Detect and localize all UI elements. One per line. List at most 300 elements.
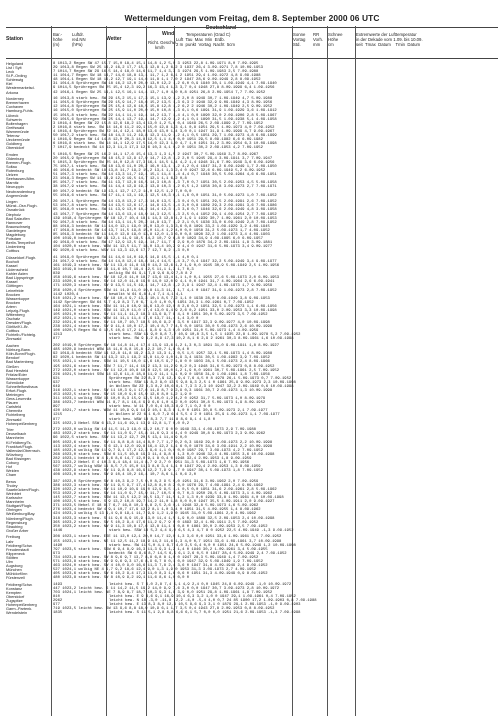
station-name: Bremen-Flugh.: [6, 160, 32, 165]
station-values: 100 1019,0 bedeckt SW 11 12,1 11,9 18,5 14,2 10,7 9 6,8 0 1893 34,9 4.09.1895 6,0 6.09.1957: [53, 236, 263, 241]
station-name: Kahler Asten: [6, 272, 28, 277]
station-values: 268 1023,0 stark bew. SSW 6 11,5 10,8 19,3 11,4 9,8 9 1,3 0,0 1946 32,4 4.09.1955 3,6 10.09.1998: [53, 452, 275, 457]
station-values: 571 1023,8 stark bew. SW 9 9,6 9,3 17,6 8,9 6,7 8 0,1 0,0 1947 32,9 5.09.1949 1,9 7.09.1952: [53, 559, 263, 564]
station-name: Kempten: [6, 591, 22, 596]
station-values-continued: stark bew. W 11 7,0 6,4 10,3 8,9 7,1 0,2 0 0: [109, 405, 211, 410]
report-title: Wettermeldungen vom Freitag, dem 8. September 2000 06 UTC: [124, 13, 380, 23]
station-values: 145 1022,7 stark bew. SSW 11 12,5 12,2 19,5 13,7 11,5 1,2 1,3 0,0 1939 33,8 1.09.1961 4,0 10.09.1998: [53, 496, 284, 501]
station-name: Wendelstein: [6, 611, 28, 616]
station-values: 839: [53, 272, 60, 277]
station-values: 55 1018,6 stark bew. SW 17 11,1 13,1 19,3 12,5 10,3 6,1 1,6 0,0 1951 31,0 5.09.1973 1,0 7.09.1952: [53, 193, 277, 198]
table-row: [6, 337, 498, 341]
station-values-continued: stark bew. SW 11 5,0 4,1 8,7 4,0 3,5 6,4 0,0 0 1951 24,6 5.09.1949 1,2 10.09.1998: [109, 543, 296, 548]
station-name: Magdeburg: [6, 232, 26, 237]
station-values: 15 1015,8 stark bew. SW 22 14,1 11,1 19,4 14,2 13,7 1,4 4,1 0,0 1890 32,0 2.09.1906 2,8 5.09.1967: [53, 113, 277, 118]
station-name: Gießen: [6, 364, 19, 369]
station-table: [6, 62, 498, 616]
station-values: 195 1021,6 stark bew. SSW 7 11,7 11,4 19,2 13,3 11,2 9 0,2 0,3 1948 31,6 5.09.1973 0,8 8.09.1952: [53, 364, 275, 369]
station-name: Bad Marienberg: [6, 360, 34, 365]
station-name: Feldberg/Schw.: [6, 543, 33, 548]
station-name: Feldberg/Schw.: [6, 582, 33, 587]
station-name: Konstanz: [6, 586, 23, 591]
station-name: Berus: [6, 479, 17, 484]
station-values: 276 1023,4 bedeckt SW 4 9,1 10,7 17,9 12,2 8,1 1,0 3,4 0 1951 31,5 4.09.1955 1,4 8.09.1962: [53, 508, 261, 513]
table-row: [6, 473, 498, 477]
station-name: Fichtelberg: [6, 413, 26, 418]
station-values: 29 1013,8 Regen SW 25 16,2 16,2 17,7 15,3 12,8 1,2 6,2 3 1937 26,4 3.09.1971 7,8 10.09.1953: [53, 66, 263, 71]
table-header: [6, 26, 498, 66]
station-name: Aachen: [6, 344, 20, 349]
station-name: Hof: [6, 464, 12, 469]
station-name: Ulm: [6, 559, 13, 564]
station-values: 447 1023,2 leicht bew. S 11 14,2 11,5 19,2 14,0 9,9 7,6 3,0 0,0 1947 30,7 3.09.1973 2,8 10.09.1972: [53, 586, 280, 591]
station-values: 185 1022,6 wolkig SW 11 9,7 9,1 17,2 12,3 9,6 1,1 0,0 0,0 1987 29,7 3.09.1973 4,2 7.09.1952: [53, 448, 263, 453]
station-values: 1493: [53, 582, 63, 587]
station-values: 719 1023,5 leicht bew. SW 13 9,6 8,8 18,9 10,9 6,1 1,7 3,5 0,4 1943 27,8 2.09.1953 0,8 8.09.1952: [53, 607, 275, 612]
station-name: Soltau: [6, 165, 17, 170]
station-name: Wasserkuppe: [6, 376, 30, 381]
station-values: 31 1014,8 Sprühregen SW 18 16,2 12,0 20,0 13,0 12,2 1,2 6,0 0,9 1940 30,1 1.09.1949 4,1 7.09.1940: [53, 82, 277, 87]
station-values: 47 1018,8 bedeckt SW 14 13,7 11,5 19,8 15,0 11,4 1,2 4,0 0,0 1958 31,2 5.09.1973 1,7 4.09.1952: [53, 228, 270, 233]
station-name: Öhringen: [6, 508, 22, 513]
station-values: 11 1014,7 Regen SW 18 14,7 14,6 18,8 13,1 11,7 1,2 6,1 2 1951 29,4 1.09.1972 4,8 9.09.1988: [53, 74, 261, 79]
station-name: Brocken: [6, 292, 21, 297]
station-values: 11 1015,6 Sprühregen SW 29 15,9 14,7 18,6 15,2 13,5 1,3 6,3 2 1948 32,9 9.09.1949 4,3 8.09.1956: [53, 101, 273, 106]
station-name: Diepholz: [6, 212, 21, 217]
station-values: 92 1019,8 bedeckt SSW 14 12,8 11,8 19,2 13,2 13,3 1,2 0,5 1,5 1957 32,1 5.09.1973 1,4 8.09.1988: [53, 352, 273, 357]
station-values: 16 1015,0 Sprühregen SW 25 15,9 11,0 20,0 15,0 10,8 1,3 6,1 0,6 1891 31,9 1.09.1929 3,6 1.09.1912: [53, 109, 277, 114]
station-name: Bad Hersfeld: [6, 368, 29, 373]
station-values: 88 1018,3 bedeckt SW 11 14,0 12,1 19,0 15,0 13,0 1,3 3,6 0,8 1891 33,2 1.09.1929 3,2 4.09.1945: [53, 224, 270, 229]
station-name: Braunschweig: [6, 224, 31, 229]
station-values: 877: [53, 417, 60, 422]
station-values: 877: [53, 337, 60, 342]
station-values: 16 1013,8 stark bew. SW 29 15,2 15,1 17,3 15,1 13,9 1,2 2,0 8 1949 30,7 1.09.1949 4,7 5.09.1988: [53, 97, 273, 102]
station-name: Frankfurt/Flugh.: [6, 444, 34, 449]
station-name: Göttingen: [6, 284, 23, 289]
station-name: Kassel: [6, 264, 18, 269]
station-name: Gardelegen: [6, 228, 27, 233]
station-name: Kassel: [6, 280, 18, 285]
station-name: Görlitz/Kl.-Br.: [6, 325, 29, 330]
station-values: 797 1023,5 stark bew. SSW 6 9,4 8,9 16,3 11,3 9,3 1,2 1,4 0 1946 30,2 1.09.1961 3,4 5.09.1955: [53, 547, 268, 552]
station-name: Würzburg: [6, 452, 23, 457]
station-name: Hannover: [6, 220, 23, 225]
station-name: Weinbiet: [6, 492, 21, 497]
station-values: 7 1017,9 bedeckt SW 14 12,3 11,3 17,3 12,6 10,3 4,1 0,2 0 1951 30,2 2.09.1953 4,2 7.09.1952: [53, 146, 263, 151]
header-rr: RR Vorh. mm: [313, 32, 324, 48]
station-name: Großer Arber: [6, 528, 29, 533]
station-values: 453 1022,5 stark bew. SW 15 10,0 9,6 15,9 12,6 8,0 1,2 1,9 0: [53, 393, 192, 398]
station-name: Marnitz: [6, 181, 19, 186]
station-name: Garm.-Partenk.: [6, 607, 33, 612]
station-name: Straubing: [6, 524, 23, 529]
station-values-continued: stark bew. SSW 11 9,0 8,8 7,2 10,9 10,8 3,5 1,5 1 1935 22,8 1.09.1978 5,2 7.09.1952: [109, 333, 301, 338]
station-name: Chemnitz: [6, 409, 23, 414]
station-name: Karlsruhe: [6, 496, 23, 501]
station-name: Arkona: [6, 90, 19, 95]
station-values: 356 1020,4 Sprühregen SSW 11 11,9 11,0 19,8 11,3 11,2 1,7 4,1 0 1947 31,9 1.09.1973 2,8 7.09.1952: [53, 288, 277, 293]
station-values: 408 1023,0 stark bew. SW 9 10,4 10,2 16,4 10,7 8,6 1,1 0,6 2,0: [53, 473, 197, 478]
station-values: 24 1017,9 stark bew. SW 14 14,8 12,4 18,8 14,4 14,5 1,4 3,7 0,4 1947 32,2 5.09.1949 3,4 9.09.1977: [53, 259, 277, 264]
station-name: Greifswald: [6, 125, 25, 130]
station-name: Leinefelde: [6, 288, 24, 293]
station-name: Goldberg: [6, 142, 22, 147]
station-values: 75 1017,1 stark bew. SW 18 13,6 11,0 20,2 16,0 13,1 1,2 4,2 0,4 1947 31,2 6.09.1949 1,7 2.09.1950: [53, 165, 277, 170]
station-values: 20 1015,9 Sprühregen SW 18 15,2 12,9 17,9 14,7 12,8 1,2 2,0 5 1945 29,4 3.09.1911 3,7 7.09.1947: [53, 156, 273, 161]
station-values: 38 1017,9 stark bew. SW 11 14,4 12,9 19,2 13,9 10,3 1,2 6,5 1,2 1958 30,8 3.09.1973 2,7 7.09.1971: [53, 185, 277, 190]
station-values: 96 1022,5 stark bew. SSW 11 13,2 12,7 20,5 13,1 11,4 9 0,0: [53, 436, 187, 441]
station-name: Bad Kissingen: [6, 456, 31, 461]
station-values: 113 1022,4 stark bew. S 6 12,1 12,0 19,8 16,4 12,2 1,1 6 0,0 1870 34,6 3.09.1911 2,2 10.09.1998: [53, 444, 273, 449]
station-values: 320 1022,2 stark bew. SW 11 10,9 10,9 19,0 12,9 9,5 1,1 0,5 0,0 1951 31,6 2.09.1961 2,8 5.09.1962: [53, 487, 277, 492]
station-name: Brocken: [6, 300, 21, 305]
station-name: Lüdenscheid: [6, 268, 28, 273]
station-values: 810: [53, 595, 60, 600]
station-name: Lahr: [6, 539, 14, 544]
station-values: 365 1023,2 stark bew. SW 5 10,2 9,4 17,6 11,2 9,7 9 0 0 1892 32,4 1.09.1911 2,5 7.09.1952: [53, 520, 259, 525]
station-name: St.P.-Ording: [6, 74, 27, 79]
station-name: Bad Salzuflen: [6, 216, 30, 221]
station-values: 8 1013,2 Regen SW 47 15,7 15,0 18,4 15,1 14,8 1,2 5,0 3 1953 22,8 1.09.1971 8,0 7.09.1995: [53, 62, 259, 66]
station-values: 152 1021,1 stark bew. WSW 11 11,1 11,4 17,6 13,7 11,4 1,4 3,0 0: [53, 317, 199, 322]
table-row: [6, 146, 498, 150]
station-name: Potsdam: [6, 236, 22, 241]
station-name: Carlsfeld: [6, 405, 22, 410]
station-name: Ueckermünde: [6, 138, 30, 142]
station-values: 232 1021,6 stark bew. SW 11 10,7 10,7 18,5 10,6 9,2 9 3,5 0 1917 32,3 9.09.1977 4,0 10.09.1998: [53, 321, 270, 326]
header-extremwerte: Extremwerte der Lufttemperatur in der Dekade vom 1.09. bis 10.09. seit Tmax Datum Tmin Datum: [356, 32, 423, 48]
station-values: 272 1022,0 wolkig SW 14 11,5 11,3 19,0 13,2 10,7 9 0 0 1949 33,1 4.09.1973 2,9 7.09.1988: [53, 428, 256, 433]
station-values: 405 1023,6 stark bew. SW 6 10,2 9,4 17,3 11,0 8,3 1,6 0,6 0 1951 31,3 4.09.1949 0,9 8.09.1952: [53, 572, 268, 577]
header-bottom-rule: [6, 58, 498, 59]
station-name: Hohenpeißenberg: [6, 603, 37, 608]
station-values: 311 1023,1 wolkig SSW 14 10,0 8,3 15,9 12,5 10,0 1,2 4,2 0 1952 31,7 5.09.1973 1,0 8.09.1979: [53, 397, 266, 402]
station-values: 1142 1020,4: [53, 292, 79, 297]
station-name: Bendorf: [6, 356, 20, 361]
header-temperatures: Temperaturen (Grad C): [186, 32, 231, 37]
station-values-continued: stark bew. SSW 11 8,2 8,0 13,5 9,8 8,3 2,5 1 0 1961 25,9 9.09.1973 2,3 10.09.1998: [109, 380, 296, 385]
station-values: 46 1016,6 bedeckt SW 18 13,8 11,7 19,2 15,2 13,1 1,3 2,4 0 1947 32,6 6.09.1949 5,2 6.09.1952: [53, 169, 266, 174]
station-values: 226 1021,5 bedeckt SSW 14 12,6 11,4 18,8 11,9 11,1 1,1 0,9 0 1956 31,9 1.09.1961 1,8 7.09.1956: [53, 372, 270, 377]
station-values: 59 1017,8 stark bew. SW 14 13,1 11,5 20,2 14,8 13,7 1,2 2,1 0,5 1936 33,0 6.09.1949 2,8 7.09.1952: [53, 220, 277, 225]
station-values: 12 1014,8 Sprühregen SW 25 15,4 12,6 18,5 15,8 12,8 1,2 6,2 2 1946 30,2 1.09.1949 2,5 9.09.1952: [53, 105, 273, 110]
station-name: Hamburg-Fuhls.: [6, 109, 34, 114]
station-name: Norderney: [6, 97, 24, 102]
station-name: Gera-Leumnitz: [6, 397, 32, 402]
station-name: Lindenberg: [6, 245, 26, 250]
station-name: München: [6, 568, 22, 573]
station-values: 553 1022,2 stark bew. SW 14 11,0 9,7 15,9 11,7 10,5 8 0,7 0,3 1950 28,5 4.09.1973 3,1 4.09.1962: [53, 492, 273, 497]
station-values: 171 1020,3 stark bew. SW 9 13,5 11,5 19,4 14,7 12,8 1,2 2,9 1 1947 32,4 1.09.1973 1,7 9.09.1959: [53, 284, 273, 289]
station-values-continued: stark bew. SSW 18 5,2 4,4 9,0 6,5 4,3 4,7 8 0 1952 22,5 4.09.1949 -1,3 9.09.1952: [109, 528, 294, 533]
station-values: 161 1019,3 stark bew. SW 11 13,6 11,8 19,0 14,2 12,6 1,2 1,9 0,0 1945 30,9 5.09.1949 2,5 1.09.1956: [53, 264, 280, 269]
station-name: Nürburg-Barw.: [6, 348, 31, 353]
station-values: 438 1022,9 stark bew. SW 11 9,8 8,8 16,9 12,2 7,9 9 1,7 0 1947 30,1 5.09.1973 1,8 7.09.1952: [53, 469, 263, 474]
station-name: Augsburg: [6, 563, 23, 568]
station-name: Mannheim: [6, 436, 24, 441]
station-values: 85 1017,7 stark bew. SW 11 13,7 12,8 16,5 14,3 10,8 1,3 7,0 0,7 1951 30,5 2.09.1953 4,5 5.09.1958: [53, 181, 277, 186]
station-values: 85 1019,3 bedeckt SW 11 14,0 12,8 19,0 13,8 12,0 1,3 6,0 0,8 1898 32,2 1.09.1973 3,4 4.09.1903: [53, 232, 270, 237]
station-name: Schwerin: [6, 117, 22, 122]
station-name: Weißenburg/Bay.: [6, 512, 36, 517]
station-name: Freudenstadt: [6, 547, 29, 552]
station-values: 325 1022,3 Nebel SSW 6 13,2 11,6 19,1 13,9 12,8 1,7 0,0 0,2: [53, 421, 190, 426]
station-values: 2 1016,8 stark bew. SW 14 14,6 11,2 19,1 15,0 12,8 1,3 4,1 0,8 1951 29,5 1.09.1973 4,0 7.09.1952: [53, 125, 275, 130]
station-values: 921: [53, 376, 60, 381]
station-values: 95 1018,0 stark bew. SW 11 13,9 13,0 18,2 14,4 12,3 1,3 3,6 0,7 1946 32,6 2.09.1949 4,8 3.09.1958: [53, 208, 277, 213]
station-values: 371 1023,5 Nebel E 18 8,7 6,7 16,8 10,3 6,8 2,5 2,6 0,1 1948 32,8 5.09.1973 1,6 5.09.1962: [53, 504, 259, 509]
station-values: 164 1021,1 stark bew. SSW 11 11,8 10,9 18,6 13,0 12,0 8 2,6 0,2 1951 32,5 1.09.1973 1,1 6.09.1956: [53, 304, 277, 309]
station-name: Zugspitze: [6, 599, 23, 604]
station-name: Westermarkelsd.: [6, 86, 35, 91]
station-name: Lübeck: [6, 113, 19, 118]
header-luftdruck: Luftdr. red.NN (hPa): [72, 32, 86, 48]
station-values: 318 1023,3 stark bew. S 11 9,6 8,9 15,9 13,0 11,4 1,5 1,9 0,0 1888 32,5 2.09.1953 2,4 10.09.1998: [53, 516, 275, 521]
station-values: 649: [53, 384, 60, 389]
station-values: 363 1019,8 bedeckt SW 14 11,6 10,7 19,4 12,5 11,1 1,3 1,7 0,3: [53, 268, 194, 273]
station-name: Stuttgart/Flugh.: [6, 504, 33, 509]
station-values-continued: in Wolken SW 22 8,3 8,2 10,6 8,1 7,3 3 2,3 10 1947 32,2 2.09.1949 0,6 10.09.1998: [109, 384, 294, 389]
station-values-continued: leicht bew. N 18 -3,0 -11,8 -2,2 -4,0 -5,4 4,0 0,7 24 85 1900 17,2 1.09.1903 0,8 7.09.1988: [109, 599, 317, 604]
station-values: 105 1021,0 stark bew. SW 11 11,1 11,2 18,3 13,6 9,7 9 4,1 0 1951 30,0 5.09.1973 3,5 7.09.1952: [53, 312, 268, 317]
station-values: 483 1022,2 stark bew. SW 11 11,0 9,7 15,8 11,6 9,3 4 4,4 0 1949 30,8 9.09.1973 2,3 9.09.1962: [53, 432, 266, 437]
station-name: Cottbus: [6, 329, 20, 334]
station-values: 308 1023,1 stark bew. ESE 11 12,0 12,1 20,0 14,7 12,0 1,3 3,6 0,0 1951 33,6 1.09.1961 3,5 7.09.1952: [53, 535, 282, 540]
station-values: 977: [53, 603, 60, 608]
station-values: 48 1014,1 Regen SW 18 16,2 12,7 19,1 14,6 11,8 1,1 7,0 2 1947 28,6 9.09.1949 2,8 8.09.1952: [53, 78, 261, 83]
station-name: Warnemünde: [6, 129, 29, 134]
station-name: Weiden: [6, 469, 19, 474]
station-name: Leck: [6, 70, 15, 75]
station-values: 80 1017,9 bedeckt SW 19 13,1 12,7 17,2 14,0 12,5 1,2 7,0 0,0: [53, 189, 192, 194]
station-values: 50 1017,2 stark bew. SW 18 14,3 11,2 19,8 12,3 11,9 1,2 4,1 0,5 1951 29,7 1.09.1973 4,8 6.09.1999: [53, 133, 277, 138]
station-values: 272 1022,0 stark bew. SW 11 12,8 10,8 18,8 12,5 10,0 1,2 1,9 0,0 1961 30,7 5.09.1961 2,5 7.09.1952: [53, 368, 280, 373]
station-name: Oschatz: [6, 317, 21, 322]
station-values: 1490: [53, 543, 63, 548]
header-sonne: Sonne Vortag Std.: [293, 32, 306, 48]
station-name: Zinnwald: [6, 417, 22, 422]
station-name: Berlin-Tempelhof: [6, 241, 35, 246]
station-values: 43 1017,7 Sprühregen SW 14 13,6 13,4 18,9 14,3 12,5 1,3 2,5 0,4 1952 29,1 4.09.1954 2,7 7.09.1952: [53, 212, 277, 217]
station-values: 937: [53, 380, 60, 385]
station-name: Wasserkuppe: [6, 296, 30, 301]
header-deutschland: Deutschland: [206, 25, 237, 31]
station-name: Meiningen: [6, 393, 24, 398]
station-values: 26 1017,1 Sprühregen SW 14 13,8 13,2 17,3 14,6 13,5 1,3 0,4 0,5 1951 29,5 2.09.1991 2,6 7.09.1952: [53, 200, 277, 205]
station-name: Saarbrücken/Flugh.: [6, 487, 40, 492]
station-name: Kiel: [6, 82, 13, 87]
station-name: Cottbus: [6, 249, 20, 254]
station-name: Uelzen: [6, 173, 18, 178]
station-values: 510 1021,2 stark bew. SW 18 10,4 9,7 13,3 10,1 8,5 7,2 1,1 0 1938 28,0 8.09.1949 3,8 9.09.1953: [53, 296, 270, 301]
table-row: [6, 91, 498, 95]
station-name: Neuruppin: [6, 185, 24, 190]
station-name: Düsseldorf-Flugh.: [6, 255, 37, 260]
station-values-continued: leicht bew. S 7 6,0 2,8 7,4 5,1 4,9 2,4 0,0 1945 24,8 6.09.1949 -1,0 10.09.1972: [109, 582, 292, 587]
station-name: Freiburg: [6, 535, 21, 540]
station-name: Klippeneck: [6, 551, 25, 556]
station-values: 53 1017,8 stark bew. SW 14 13,5 12,6 17,4 14,8 13,5 1,4 3,0 0,8 1989 29,3 2.09.1991 3,6 7.09.1986: [53, 204, 277, 209]
station-values: 1142 Sprühregen SW 64 5,7 4,9 8,3 7,0 6,7 1,0 1,0 0,5 1951 24,3 1.09.1961 0,7 7.09.1952: [53, 300, 254, 305]
station-values: 158 1019,6 stark bew. SW 18 12,6 11,0 18,7 13,6 13,4 1,1 1,0 0,1 1955 27,6 5.09.1973 2,0 6.09.1953: [53, 276, 280, 281]
station-values: 149 1021,0 stark bew. SSW 11 12,0 11,0 17,4 13,0 9,4 9 2,6 0,2 1951 33,0 2.09.1953 3,3 10.09.1998: [53, 308, 277, 313]
station-name: Bocholt: [6, 259, 19, 264]
station-values: 139 1018,4 Sprühregen SW 18 12,7 10,4 18,1 14,3 12,8 1,2 1,9 1 1939 30,7 1.09.1961 2,0 10.09.1953: [53, 216, 277, 221]
table-row: [6, 576, 498, 580]
station-values: 3 1016,4 Regen SW 22 15,8 12,6 18,2 13,4 13,0 1,2 5,6 0,4 1949 26,5 2.09.1999 2,7 7.09.1952: [53, 121, 263, 126]
station-name: Oberstdorf: [6, 595, 25, 600]
header-baro: Bar.- höhe (m): [53, 32, 63, 48]
station-name: Plauen: [6, 401, 18, 406]
station-values: 9 1014,5 Sprühregen SW 25 15,4 12,3 19,2 16,3 13,4 1,3 3,7 0,4 1948 27,8 8.09.1999 6,4 1.09.1956: [53, 86, 275, 91]
station-values-continued: leicht bew. S 11 5,1 2,8 8,8 6,6 6,1 5,7 0,0 0,0 1951 21,6 2.09.1953 -1,3 7.09.1998: [109, 611, 301, 616]
station-name: Artern: [6, 304, 17, 309]
station-name: Rotenburg: [6, 169, 24, 174]
station-values: 7 1014,7 Regen SW 29 16,5 14,4 18,0 14,6 11,7 1,4 3,3 3 1974 29,5 1.09.1983 2,5 7.09.1988: [53, 70, 259, 75]
station-name: Mannheim: [6, 500, 24, 505]
station-name: Cham: [6, 473, 17, 478]
station-name: Schneifelforsthaus: [6, 384, 38, 389]
station-name: Leipzig-Flugh.: [6, 308, 31, 313]
station-values: 5 1016,5 Regen SW 25 16,2 14,1 17,6 15,4 13,3 1,3 1,5 2 1947 30,7 5.09.1949 3,7 8.09.1967: [53, 152, 259, 157]
station-name: Wittenberg: [6, 312, 25, 317]
station-values: 155 1023,1 stark bew. NE 11 12,5 11,2 18,9 14,2 11,6 1,3 4,0 0,7 1951 33,6 1.09.1961 3,7 10.09.1998: [53, 539, 282, 544]
station-values: 23 1018,3 Regen SW 11 13,9 12,9 19,5 14,7 12,1 1,1 6,2 0,8: [53, 177, 187, 182]
station-values: 49 1019,0 stark bew. SW 17 12,9 12,5 19,4 14,7 11,7 9 2,9 0,0 1876 34,2 2.09.1911 1,8 3.09.1881: [53, 241, 273, 246]
station-values: 316 1022,1 stark bew. SW 11 10,3 9,1 17,6 11,9 8,7 9 2,9 0,3 1961 30,7 2.09.1973 1,3 10.09.1998: [53, 388, 273, 393]
station-values-continued: stark bew. WSW 18 8,3 7,7 11,8 8,6 8,1 4 1,8 0: [109, 417, 216, 422]
station-values: 5 1015,3 Sprühregen SW 25 14,0 12,8 17,3 16,1 14,5 1,4 4,2 1,4 1948 31,6 7.09.1949 3,6 6.09.1956: [53, 160, 275, 165]
station-name: Vallendar/Obernsch.: [6, 448, 41, 453]
station-values: 69 1020,6 stark bew. WSW 11 13,3 12,6 17,7 12,7 8,2 1,3 0,0: [53, 249, 190, 254]
station-values: 424 1023,3 wolkig S 13 9,4 9,8 19,1 11,7 9,9 1,2 1,9 0 1945 31,0 5.09.1961 2,0 4.09.1962: [53, 512, 256, 517]
station-name: Oldenburg: [6, 156, 24, 161]
station-values-continued: leicht bew. E 9 9,6 9,1 16,9 10,4 6,3 3,2 1,0 0 1947 29,1 1.09.1961 0,4 7.09.1952: [109, 595, 296, 600]
station-name: Schleswig: [6, 78, 24, 83]
station-values: 555 1021,1 stark bew. SSW 11 10,5 10,0 12,6 10,5 9,7 1,8 0 0 1903 28,1 5.09.1973 2,4 8.09.1966: [53, 360, 270, 365]
station-name: Erfurt-Flugh.: [6, 388, 28, 393]
station-values: 703 1024,1 leicht bew. NE 7 8,9 8,7 18,7 10,3 9,3 1,8 3,9 0,0 1951 29,8 1.09.1961 1,8 7.09.1952: [53, 591, 273, 596]
station-name: Zinnwald: [6, 337, 22, 342]
station-name: Angermünde: [6, 193, 29, 198]
station-name: Stötten: [6, 555, 19, 560]
station-name: Hohenpeißenberg: [6, 421, 37, 426]
station-values-continued: stark bew. SW 9 9,2 8,9 17,3 10,2 8,1 6 2,9 2 1961 30,3 8.09.1961 1,6 10.09.1998: [109, 337, 294, 342]
header-top-rule: [6, 27, 498, 28]
station-name: Tholey: [6, 483, 18, 488]
station-values: 387 1022,0 Sprühregen SW 8 10,3 9,2 7,5 9,0 8,2 9 5 0,0 1951 31,6 3.09.1962 2,0 7.09.1959: [53, 479, 259, 484]
station-name: Boltenhagen: [6, 121, 28, 126]
station-name: Bad Lippspringe: [6, 276, 34, 281]
report-page: [6, 0, 498, 721]
station-values: 2962: [53, 599, 63, 604]
station-values: 282 1023,1 bedeckt W 4 9,6 8,6 14,7 12,0 9,1 8 0,4 0 1948 32,4 2.09.1953 1,8 9.09.1959: [53, 456, 252, 461]
station-values: 42 1016,1 Regen SW 25 14,1 12,5 16,1 14,4 13,7 1,0 4,0 0,8 1951 26,8 2.09.1954 7,7 7.09.1952: [53, 90, 266, 95]
station-name: Fürstenzell: [6, 576, 25, 581]
station-values: 897: [53, 405, 60, 410]
station-name: Nürnberg/Flugh.: [6, 516, 34, 521]
station-values: 104 1020,0 stark bew. WSW 11 12,5 11,7 18,0 13,4 10,2 9 4,4 0 1947 31,6 5.09.1973 3,4 9.09.1977: [53, 245, 273, 250]
station-values-continued: bewölkt W 61 6,8 4,4 7,1 4,1 4,1: [109, 292, 183, 297]
table-row: [6, 529, 498, 533]
station-values: 485 1020,9 bedeckt WSW 18 11,6 8,8 15,8 12,2 10,7 1,9 0,4 0: [53, 348, 190, 353]
station-name: Dresden/Flugh.: [6, 321, 33, 326]
station-name: Kl.Feldberg/Ts.: [6, 440, 32, 445]
station-values: 59 1015,6 Sprühregen SW 25 14,1 13,7 19,4 14,7 12,9 1,2 4,1 0,1 1890 31,5 1.09.1938 5,1 4.09.1958: [53, 117, 277, 122]
station-name: Bremerhaven: [6, 101, 30, 106]
station-name: Osnabrück: [6, 208, 25, 213]
station-values: 4 1016,4 Sprühregen SW 22 14,4 12,1 18,0 13,6 13,0 1,4 3,0 0,1 1947 31,9 1.09.1999 4,7 9.09.1967: [53, 129, 275, 134]
station-name: Neubrandenburg: [6, 189, 35, 194]
station-values: 734 1023,8 stark bew. SW 8 9,6 9,7 13,7 8,8 6,8 8 1,0 0 1947 28,3 5.09.1949 1,4 7.09.1952: [53, 555, 259, 560]
station-name: Deuselbach: [6, 432, 27, 437]
station-name: Fritzlar/Eder: [6, 372, 27, 377]
station-values-continued: wolkig SW 61 9,1 7,9 9,6 8,9 7,8 8 2: [109, 272, 193, 277]
station-name: Lingen: [6, 200, 18, 205]
station-values: 480 1023,8 stark bew. SW 8 10,9 9,2 19,1 11,6 8,6 1,0 0,0 0: [53, 576, 190, 581]
station-values: 202 1019,0 Sprühregen SW 18 14,8 11,4 17,4 13,9 13,6 1,2 1,3 0,3 1891 31,0 9.09.1911 1,8 8.09.1927: [53, 344, 280, 349]
header-temp-sub: Luft Tau Max Min Erdb. 2 m punkt Vortag Nacht 5cm: [176, 37, 235, 48]
table-row: [6, 249, 498, 253]
station-values: 41 1019,0 Sprühregen SW 11 14,6 14,0 19,5 14,9 15,5 1,1 4,0 0,1: [53, 255, 199, 260]
station-values: 238 1021,4 stark bew. SW 9 11,4 10,0 17,2 10,4 8,7 7 4,5 0,0 1951 30,0 5.09.1973 2,6 10.09.1998: [53, 325, 273, 330]
header-wind-sub: Richt. Geschw. km/h: [148, 40, 177, 51]
header-schnee: Schnee Höhe cm: [328, 32, 343, 48]
station-values: 6 1016,8 stark bew. SW 14 14,1 12,9 17,5 14,0 12,3 1,0 4,7 1,0 1951 31,2 3.09.1954 6,3 10.09.1998: [53, 142, 277, 147]
station-values: 100 1020,5 Regen SW 6 12,5 10,6 17,2 11,4 9,8 9 4,3 0,0 1951 31,0 5.09.1973 1,4 4.09.1959: [53, 329, 259, 334]
station-values-continued: leicht bew. E 13 8,3 8,0 12,3 10,5 8,6 9,3 3,1 0 1879 29,1 2.09.1953 -1,0 9.09.1903: [109, 603, 301, 608]
station-name: Trier: [6, 428, 14, 433]
station-values-continued: bedeckt SW 6 8,6 8,7 14,5 6,5 6,1 2,6 0,5 0 1947 28,4 5.09.1949 2,4 7.09.1952: [109, 551, 287, 556]
station-name: Schmücke: [6, 380, 24, 385]
station-name: Mühldorf/Inn: [6, 572, 28, 577]
station-values-continued: Sprühregen SW 22 8,3 7,9 12,5 9,4 7,6 4,5 0 8 1978 26,1 5.09.1973 0,7 7.09.1952: [109, 376, 292, 381]
station-name: Coburg: [6, 460, 19, 465]
station-values: 100 1022,5 stark bew. S 9 13,2 10,8 19,7 14,2 11,0 1,8 0,0 0,0 1947 35,5 4.09.1911 2,0 9.09.1927: [53, 500, 275, 505]
station-name: List / Sylt: [6, 66, 22, 71]
station-name: Seehausen/Altm.: [6, 177, 36, 182]
station-values: 527 1024,1 wolkig NE 4 9,7 9,2 18,6 12,4 9,0 1,3 1,9 0 1953 31,3 3.09.1973 2,7 4.09.1952: [53, 568, 256, 573]
station-name: Köln-Bonn/Flugh.: [6, 352, 36, 357]
station-values: 420 1021,7 stark bew. WSW 11 10,9 9,9 14,9 10,1 9,3 8 1,0 0 1951 30,8 5.09.1973 2,1 7.09.1977: [53, 409, 268, 414]
station-name: Cuxhaven: [6, 105, 24, 110]
station-values: 1446: [53, 528, 63, 533]
header-wind: Wind: [162, 31, 175, 37]
table-row: [6, 422, 498, 426]
station-values: 973: [53, 551, 60, 556]
station-values: 386 1023,7 bedeckt WSW 11 8,7 8,1 16,4 9,9 6,6 1,0 4,2 0,0 1951 30,8 5.09.1973 1,9 8.09.1952: [53, 401, 266, 406]
header-station: Station: [6, 36, 23, 42]
station-values: 51 1017,3 stark bew. SW 14 13,3 11,7 19,1 15,1 11,4 1,4 4,4 0,7 1948 30,5 5.09.1964 4,6 6.09.1951: [53, 173, 277, 178]
station-values: 82 1020,1 bedeckt SW 11 13,2 12,1 19,2 12,8 11,9 1,0 1,9 3,4 1931 30,5 1.09.1982 3,9 7.09.1952: [53, 356, 270, 361]
station-values: 233 1020,6 stark bew. SW 14 12,0 11,8 19,0 14,0 12,0 9 4,1 0,0 1941 31,7 4.09.1964 2,6 6.09.1941: [53, 280, 275, 285]
station-name: Teterow: [6, 133, 20, 138]
station-values: 1215: [53, 413, 63, 418]
station-values: 386 1022,3 stark bew. SW 11 9,5 9,7 17,4 12,8 8,0 8 2 0,0 1976 29,7 4.09.1991 2,4 9.09.1962: [53, 483, 263, 488]
station-values: 350 1023,2 stark bew. NW 9 11,3 10,8 17,6 12,8 11,1 9 0,8 0 1861 30,0 2.09.1953 2,5 7.09.1952: [53, 524, 268, 529]
station-values: 463 1024,0 stark bew. SW 4 10,0 9,0 16,6 11,3 7,8 2,4 3,6 0 1947 31,8 4.09.1949 2,4 9.09.1952: [53, 563, 268, 568]
station-name: Helgoland: [6, 62, 24, 66]
station-values-continued: in Wolken W 22 6,1 6,0 7,9 6,4 5,5 4 2 0 1951 25,9 1.09.1973 1,1 7.09.1977: [109, 413, 280, 418]
table-row: [6, 611, 498, 615]
station-name: Regensburg: [6, 520, 27, 525]
header-wetter: Wetter: [106, 36, 122, 42]
station-values: 1835: [53, 611, 63, 616]
station-name: Münst.-Osn.Flugh.: [6, 204, 38, 209]
station-values: 323 1023,2 Nebel E 4 10,3 9,4 18,4 11,4 8,7 9 2,7 0 1951 31,3 5.09.1973 1,6 7.09.1956: [53, 460, 250, 465]
station-values: 1 1016,9 Regen SW 14 14,8 12,0 20,3 14,8 12,5 1,1 4,0 0,0 1951 29,5 8.09.1982 6,6 6.09.1982: [53, 138, 263, 142]
